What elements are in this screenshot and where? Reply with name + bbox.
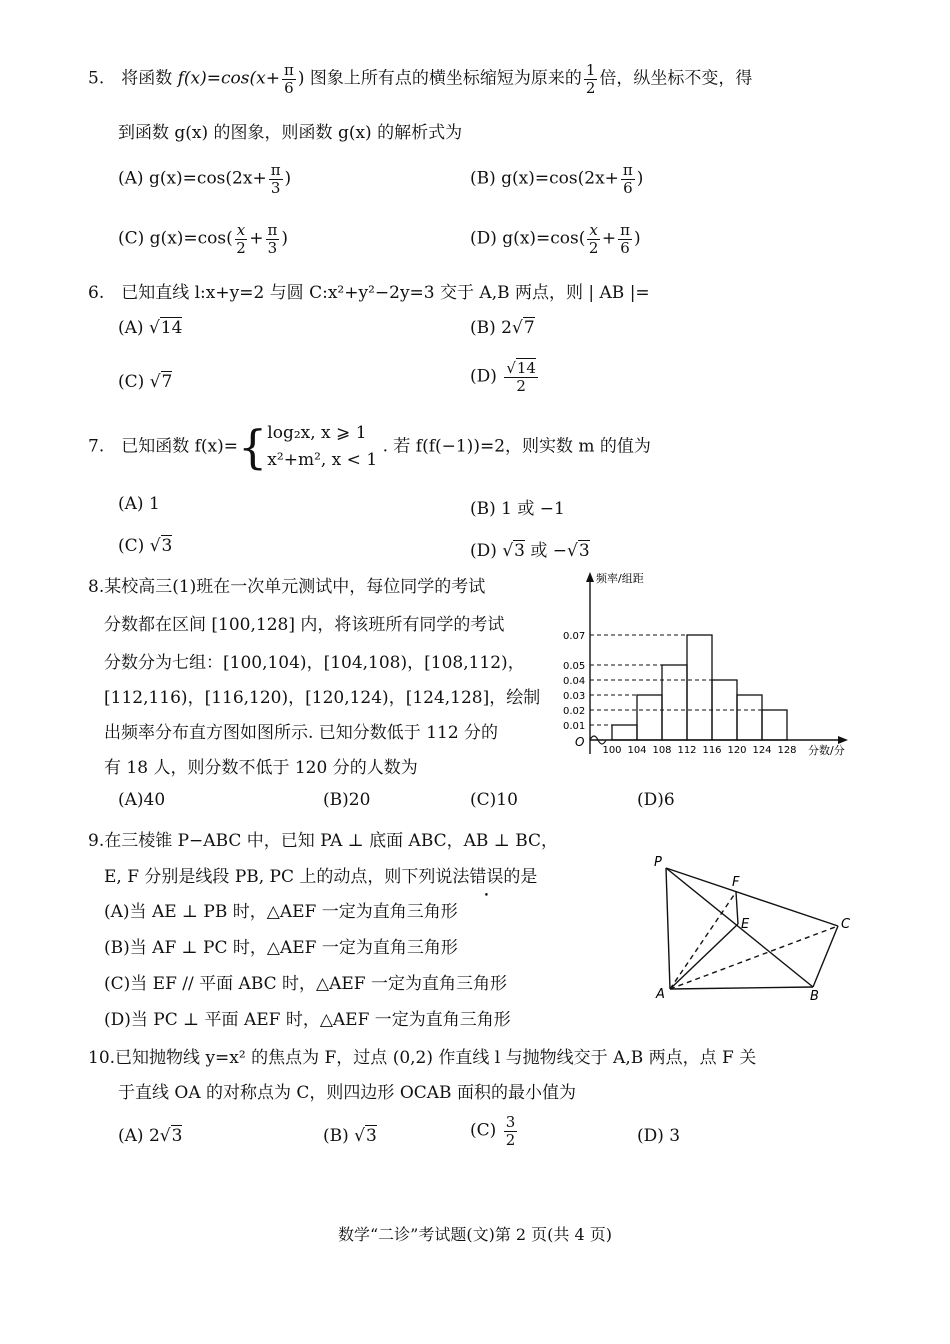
- q10-option-b: (B) √3: [323, 1126, 377, 1146]
- q10-line2: 于直线 OA 的对称点为 C，则四边形 OCAB 面积的最小值为: [118, 1083, 576, 1103]
- q9-option-b: (B)当 AF ⊥ PC 时，△AEF 一定为直角三角形: [104, 938, 458, 958]
- page-footer: 数学“二诊”考试题(文)第 2 页(共 4 页): [337, 1225, 613, 1244]
- q8-option-d: (D)6: [637, 790, 675, 810]
- q5-option-b: (B) g(x)=cos(2x+ $\frac{\pi}{6}$ ): [470, 161, 644, 197]
- q8-line-6: 有 18 人，则分数不低于 120 分的人数为: [104, 758, 418, 778]
- label-P: P: [654, 855, 662, 870]
- q8-line-4: [112,116)，[116,120)，[120,124)，[124,128]，绘制: [104, 688, 541, 708]
- x-tick-label: 124: [752, 745, 772, 756]
- edge-AC: [670, 926, 838, 989]
- edge-BC: [813, 926, 838, 987]
- q7-option-d: (D) √3 或 −√3: [470, 541, 590, 561]
- q8-option-a: (A)40: [118, 790, 166, 810]
- q8-option-b: (B)20: [323, 790, 371, 810]
- edge-PC: [666, 868, 838, 926]
- q9-option-c: (C)当 EF // 平面 ABC 时，△AEF 一定为直角三角形: [104, 974, 508, 994]
- histogram-bar: [662, 665, 687, 740]
- q6-option-d: (D) $\frac{√14}{2}$: [470, 359, 536, 395]
- q8-line-3: 分数分为七组：[100,104)，[104,108)，[108,112)，: [104, 653, 525, 673]
- q9-line1: 9.在三棱锥 P−ABC 中，已知 PA ⊥ 底面 ABC，AB ⊥ BC，: [88, 831, 559, 851]
- x-tick-label: 108: [652, 745, 672, 756]
- y-tick-label: 0.07: [563, 631, 586, 642]
- q5-line2: 到函数 g(x) 的图象，则函数 g(x) 的解析式为: [118, 123, 463, 143]
- q10-option-a: (A) 2√3: [118, 1126, 183, 1146]
- x-axis-arrow: [838, 736, 848, 744]
- edge-EF: [736, 892, 738, 924]
- q10-line1: 10.已知抛物线 y=x² 的焦点为 F，过点 (0,2) 作直线 l 与抛物线交于 A,B 两点，点 F 关: [88, 1048, 757, 1068]
- q8-line-2: 分数都在区间 [100,128] 内，将该班所有同学的考试: [104, 615, 505, 635]
- origin-label: O: [575, 735, 585, 749]
- q6-option-b: (B) 2√7: [470, 318, 535, 338]
- edge-PB: [666, 868, 813, 987]
- histogram-bar: [687, 635, 712, 740]
- q8-option-c: (C)10: [470, 790, 518, 810]
- label-B: B: [810, 989, 819, 1002]
- q10-option-c: (C) $\frac{3}{2}$: [470, 1113, 516, 1149]
- q7-option-c: (C) √3: [118, 536, 173, 556]
- q7-option-a: (A) 1: [118, 494, 160, 514]
- x-tick-label: 100: [602, 745, 622, 756]
- histogram-bar: [612, 725, 637, 740]
- q6-stem: 6. 已知直线 l:x+y=2 与圆 C:x²+y²−2y=3 交于 A,B 两点，则 | AB |=: [88, 283, 650, 303]
- y-tick-label: 0.05: [563, 661, 586, 672]
- edge-AE: [670, 924, 738, 989]
- q7-stem: 7. 已知函数 f(x)={log₂x, x ⩾ 1 x²+m², x < 1 . 若 f(f(−1))=2，则实数 m 的值为: [88, 420, 651, 475]
- q9-option-d: (D)当 PC ⊥ 平面 AEF 时，△AEF 一定为直角三角形: [104, 1010, 511, 1030]
- q5-option-c: (C) g(x)=cos( $\frac{x}{2}$ + $\frac{\pi}{3}$ ): [118, 221, 288, 257]
- histogram-bar: [762, 710, 787, 740]
- q7-case1: log₂x, x ⩾ 1: [267, 423, 367, 443]
- y-tick-label: 0.04: [563, 676, 586, 687]
- y-axis-label: 频率/组距: [596, 572, 644, 585]
- x-tick-label: 104: [627, 745, 647, 756]
- y-axis-arrow: [586, 572, 594, 582]
- label-C: C: [841, 917, 851, 932]
- histogram-bar: [637, 695, 662, 740]
- q6-option-c: (C) √7: [118, 372, 173, 392]
- q7-option-b: (B) 1 或 −1: [470, 499, 565, 519]
- pyramid-figure: [648, 852, 858, 1002]
- q5-line1: 5. 将函数 f(x)=cos(x+ $\frac{\pi}{6}$ ) 图象上所有点的横坐标缩短为原来的 $\frac{1}{2}$ 倍，纵坐标不变，得: [88, 61, 753, 97]
- y-tick-label: 0.01: [563, 721, 586, 732]
- q9-line2: E, F 分别是线段 PB, PC 上的动点，则下列说法错误的是: [104, 867, 538, 887]
- q7-case2: x²+m², x < 1: [267, 450, 378, 471]
- edge-PA: [666, 868, 670, 989]
- label-A: A: [656, 987, 665, 1002]
- q8-line-1: 8.某校高三(1)班在一次单元测试中，每位同学的考试: [88, 577, 486, 597]
- label-F: F: [732, 875, 740, 890]
- y-tick-label: 0.03: [563, 691, 586, 702]
- histogram-bar: [737, 695, 762, 740]
- x-axis-label: 分数/分: [808, 744, 845, 757]
- q6-option-a: (A) √14: [118, 318, 183, 338]
- q9-emphasis: 错误: [469, 867, 504, 887]
- q8-line-5: 出频率分布直方图如图所示. 已知分数低于 112 分的: [104, 723, 499, 743]
- q9-option-a: (A)当 AE ⊥ PB 时，△AEF 一定为直角三角形: [104, 902, 458, 922]
- edge-AB: [670, 987, 813, 989]
- q5-option-a: (A) g(x)=cos(2x+ $\frac{\pi}{3}$ ): [118, 161, 292, 197]
- label-E: E: [741, 917, 750, 932]
- frequency-histogram: [560, 568, 860, 764]
- x-tick-label: 128: [777, 745, 797, 756]
- q5-option-d: (D) g(x)=cos( $\frac{x}{2}$ + $\frac{\pi}{6}$ ): [470, 221, 641, 257]
- x-tick-label: 120: [727, 745, 747, 756]
- edge-AF: [670, 892, 736, 989]
- x-tick-label: 116: [702, 745, 722, 756]
- q10-option-d: (D) 3: [637, 1126, 681, 1146]
- x-tick-label: 112: [677, 745, 697, 756]
- y-tick-label: 0.02: [563, 706, 586, 717]
